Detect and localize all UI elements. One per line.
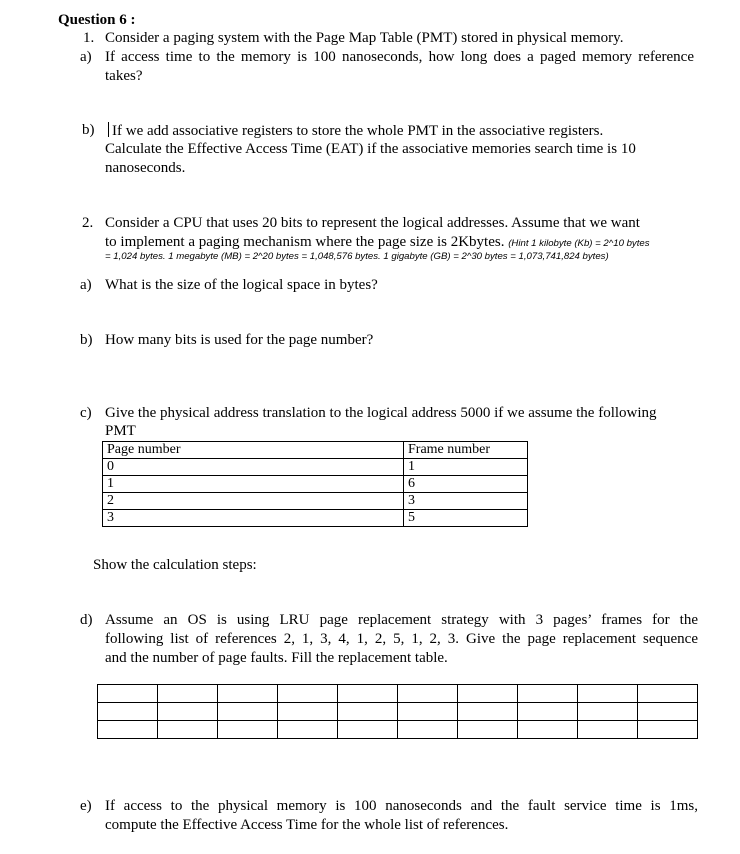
q2c-line2: PMT xyxy=(105,423,136,439)
replacement-cell[interactable] xyxy=(578,721,638,739)
q2d-line3: and the number of page faults. Fill the replacement table. xyxy=(105,650,448,666)
replacement-cell[interactable] xyxy=(458,685,518,703)
replacement-cell[interactable] xyxy=(98,721,158,739)
header-page-number: Page number xyxy=(103,442,404,459)
replacement-cell[interactable] xyxy=(638,685,698,703)
replacement-cell[interactable] xyxy=(578,703,638,721)
q2-hint1: (Hint 1 kilobyte (Kb) = 2^10 bytes xyxy=(508,238,650,249)
replacement-cell[interactable] xyxy=(278,721,338,739)
page-cell: 1 xyxy=(103,476,404,493)
q1b-line1-wrap xyxy=(108,122,603,140)
q2-line2: to implement a paging mechanism where the page size is 2Kbytes. xyxy=(105,234,505,250)
text-cursor xyxy=(108,122,109,137)
q1a-line2: takes? xyxy=(105,68,143,84)
replacement-row xyxy=(98,685,698,703)
replacement-row xyxy=(98,721,698,739)
table-header-row xyxy=(103,442,528,459)
q1b-line3: nanoseconds. xyxy=(105,160,186,176)
replacement-cell[interactable] xyxy=(278,703,338,721)
q2d-label: d) xyxy=(80,612,93,628)
q1b-line2: Calculate the Effective Access Time (EAT) if the associative memories search time is 10 xyxy=(105,141,636,157)
replacement-table xyxy=(97,684,698,739)
q2c-line1: Give the physical address translation to the logical address 5000 if we assume the following xyxy=(105,405,657,421)
replacement-cell[interactable] xyxy=(458,703,518,721)
q2-line1: Consider a CPU that uses 20 bits to represent the logical addresses. Assume that we want xyxy=(105,215,640,231)
table-row xyxy=(103,493,528,510)
replacement-cell[interactable] xyxy=(638,703,698,721)
q2e-label: e) xyxy=(80,798,92,814)
q1-number: 1. xyxy=(83,30,95,46)
frame-cell: 5 xyxy=(404,510,528,527)
table-row xyxy=(103,476,528,493)
replacement-cell[interactable] xyxy=(398,685,458,703)
replacement-cell[interactable] xyxy=(518,685,578,703)
q2b-text: How many bits is used for the page number? xyxy=(105,332,374,348)
replacement-cell[interactable] xyxy=(578,685,638,703)
replacement-row xyxy=(98,703,698,721)
page-cell: 0 xyxy=(103,459,404,476)
replacement-cell[interactable] xyxy=(518,721,578,739)
replacement-cell[interactable] xyxy=(398,721,458,739)
q1-text: Consider a paging system with the Page Map Table (PMT) stored in physical memory. xyxy=(105,30,624,46)
frame-cell: 1 xyxy=(404,459,528,476)
replacement-cell[interactable] xyxy=(218,685,278,703)
page-cell: 3 xyxy=(103,510,404,527)
q2-number: 2. xyxy=(82,215,94,231)
q1b-line1: If we add associative registers to store the whole PMT in the associative registers. xyxy=(112,123,604,139)
replacement-cell[interactable] xyxy=(398,703,458,721)
q2c-label: c) xyxy=(80,405,92,421)
q2b-label: b) xyxy=(80,332,93,348)
frame-cell: 6 xyxy=(404,476,528,493)
replacement-cell[interactable] xyxy=(218,703,278,721)
page-cell: 2 xyxy=(103,493,404,510)
replacement-cell[interactable] xyxy=(158,703,218,721)
replacement-cell[interactable] xyxy=(218,721,278,739)
question-title: Question 6 : xyxy=(58,12,136,28)
replacement-cell[interactable] xyxy=(338,685,398,703)
q2e-line2: compute the Effective Access Time for the whole list of references. xyxy=(105,817,509,833)
q2-line2-wrap xyxy=(105,234,650,251)
replacement-cell[interactable] xyxy=(158,721,218,739)
header-frame-number: Frame number xyxy=(404,442,528,459)
replacement-cell[interactable] xyxy=(458,721,518,739)
replacement-cell[interactable] xyxy=(638,721,698,739)
table-row xyxy=(103,510,528,527)
replacement-cell[interactable] xyxy=(98,685,158,703)
replacement-cell[interactable] xyxy=(518,703,578,721)
q2-hint2: = 1,024 bytes. 1 megabyte (MB) = 2^20 bytes = 1,048,576 bytes. 1 gigabyte (GB) = 2^30 bytes = 1,073,741,824 bytes) xyxy=(105,251,609,262)
q2d-line1: Assume an OS is using LRU page replacement strategy with 3 pages’ frames for the xyxy=(105,612,698,628)
replacement-cell[interactable] xyxy=(278,685,338,703)
q2a-text: What is the size of the logical space in bytes? xyxy=(105,277,378,293)
q2a-label: a) xyxy=(80,277,92,293)
replacement-cell[interactable] xyxy=(338,703,398,721)
pmt-table xyxy=(102,441,528,527)
q2c-steps-label: Show the calculation steps: xyxy=(93,557,257,573)
q1b-label: b) xyxy=(82,122,95,138)
replacement-cell[interactable] xyxy=(158,685,218,703)
frame-cell: 3 xyxy=(404,493,528,510)
q2e-line1: If access to the physical memory is 100 nanoseconds and the fault service time is 1ms, xyxy=(105,798,698,814)
table-row xyxy=(103,459,528,476)
replacement-cell[interactable] xyxy=(338,721,398,739)
replacement-cell[interactable] xyxy=(98,703,158,721)
q2d-line2: following list of references 2, 1, 3, 4, 1, 2, 5, 1, 2, 3. Give the page replacement sequence xyxy=(105,631,698,647)
q1a-label: a) xyxy=(80,49,92,65)
q1a-line1: If access time to the memory is 100 nanoseconds, how long does a paged memory reference xyxy=(105,49,694,65)
